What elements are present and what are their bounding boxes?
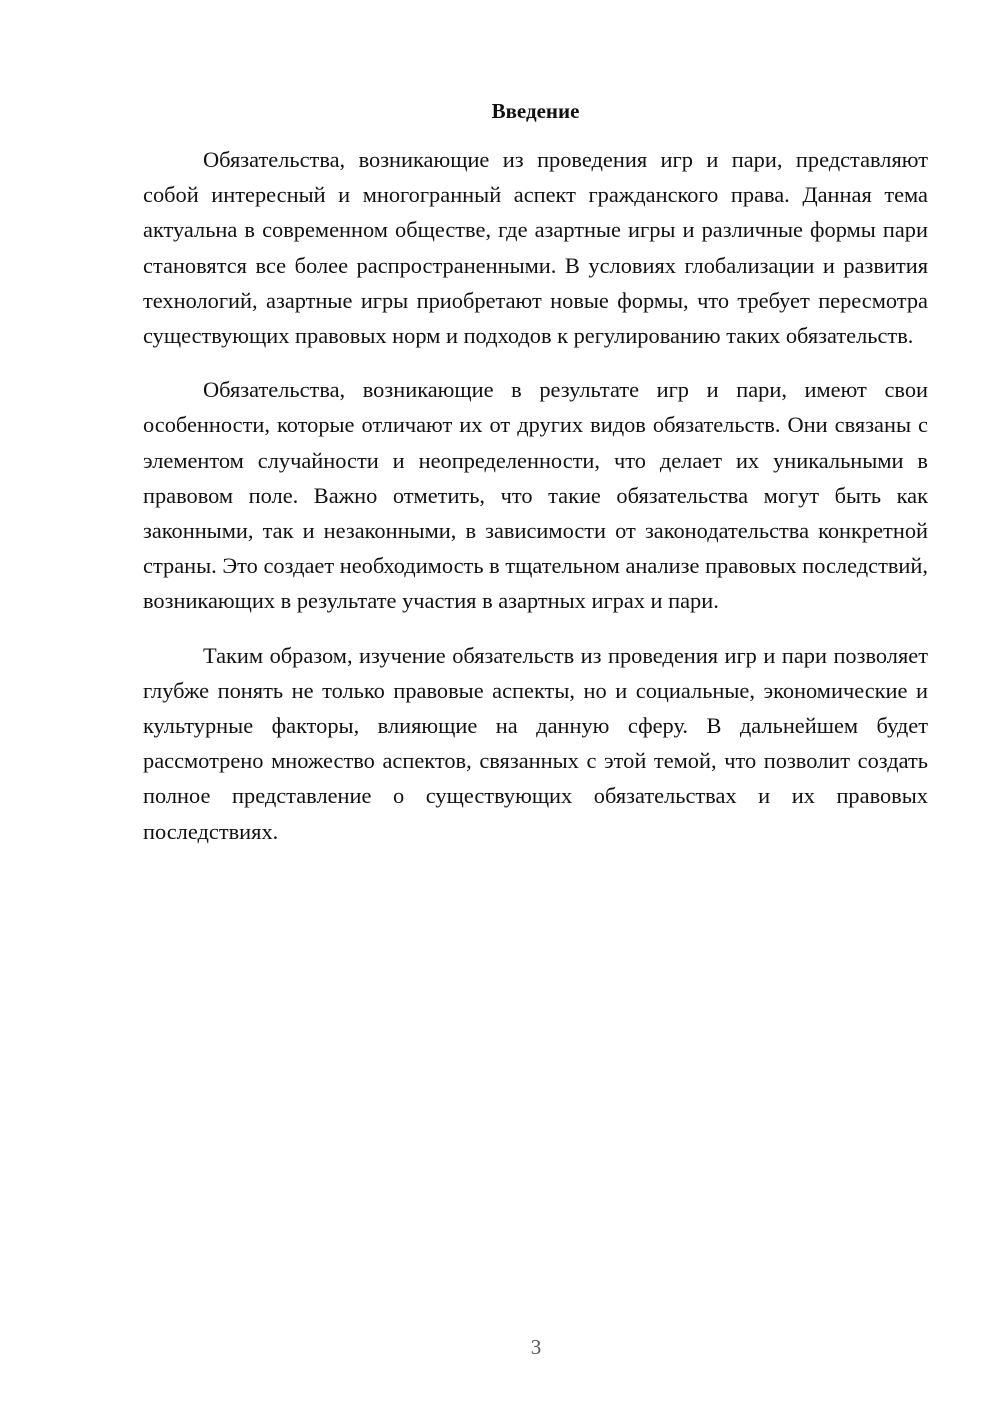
section-title: Введение — [491, 99, 580, 123]
paragraph-2: Обязательства, возникающие в результате игр и пари, имеют свои особенности, которые отличают их от других видов обязательств. Они связаны с элементом случайности и неопределенности, что делает их уникальными в правовом поле. Важно отметить, что такие обязательства могут быть как законными, так и незаконными, в зависимости от законодательства конкретной страны. Это создает необходимость в тщательном анализе правовых последствий, возникающих в результате участия в азартных играх и пари. — [143, 377, 928, 614]
paragraph-3: Таким образом, изучение обязательств из проведения игр и пари позволяет глубже понять не только правовые аспекты, но и социальные, экономические и культурные факторы, влияющие на данную сферу. В дальнейшем будет рассмотрено множество аспектов, связанных с этой темой, что позволит создать полное представление о существующих обязательствах и их правовых последствиях. — [143, 642, 928, 844]
page-number: 3 — [530, 1335, 542, 1359]
body-text — [143, 142, 928, 868]
paragraph-1: Обязательства, возникающие из проведения игр и пари, представляют собой интересный и многогранный аспект гражданского права. Данная тема актуальна в современном обществе, где азартные игры и различные формы пари становятся все более распространенными. В условиях глобализации и развития технологий, азартные игры приобретают новые формы, что требует пересмотра существующих правовых норм и подходов к регулированию таких обязательств. — [143, 147, 928, 349]
